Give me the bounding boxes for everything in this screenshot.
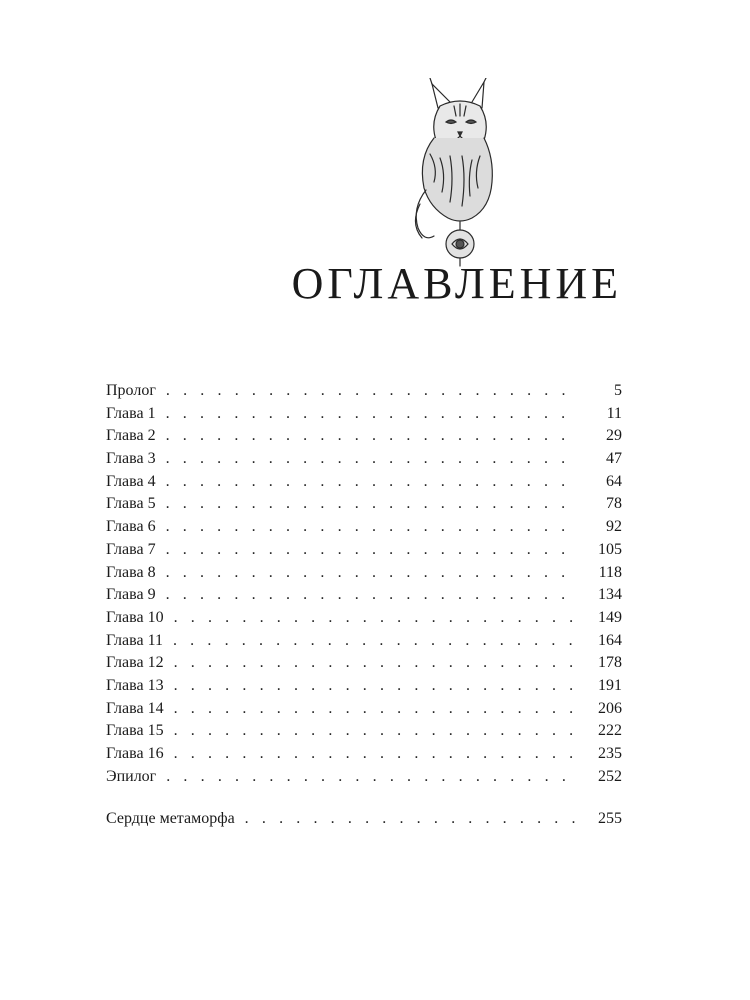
dot-leader bbox=[245, 808, 576, 831]
dot-leader bbox=[166, 539, 576, 562]
dot-leader bbox=[174, 743, 576, 766]
toc-entry-page: 118 bbox=[598, 563, 622, 581]
toc-entry-label: Эпилог bbox=[106, 767, 157, 785]
dot-leader bbox=[174, 607, 576, 630]
dot-leader bbox=[166, 471, 576, 494]
toc-entry bbox=[106, 720, 622, 743]
toc-entry-label: Глава 6 bbox=[106, 518, 156, 536]
toc-entry-label: Глава 3 bbox=[106, 450, 156, 468]
toc-entry-page: 29 bbox=[606, 427, 622, 445]
toc-entry bbox=[106, 471, 622, 494]
toc-entry bbox=[106, 493, 622, 516]
toc-entry-label: Глава 16 bbox=[106, 745, 164, 762]
toc-entry-label: Глава 4 bbox=[106, 472, 156, 490]
cat-illustration bbox=[410, 78, 502, 268]
toc-entry bbox=[106, 743, 622, 766]
toc-entry bbox=[106, 380, 622, 403]
toc-entry-label: Глава 13 bbox=[106, 676, 164, 694]
toc-entry-page: 252 bbox=[598, 767, 622, 785]
toc-entry-page: 5 bbox=[614, 382, 622, 399]
toc-entry-page: 222 bbox=[598, 722, 622, 740]
toc-entry-page: 164 bbox=[598, 631, 622, 649]
toc-entry-page: 92 bbox=[606, 518, 622, 536]
dot-leader bbox=[174, 652, 576, 675]
dot-leader bbox=[174, 698, 576, 721]
dot-leader bbox=[173, 630, 576, 653]
dot-leader bbox=[174, 675, 576, 698]
toc-entry-label: Глава 15 bbox=[106, 722, 164, 740]
toc-entry-page: 64 bbox=[606, 472, 622, 490]
dot-leader bbox=[166, 380, 576, 403]
toc-spacer bbox=[106, 788, 622, 808]
dot-leader bbox=[166, 562, 576, 585]
toc-entry-label: Глава 9 bbox=[106, 586, 156, 604]
toc-entry-label: Глава 1 bbox=[106, 404, 156, 422]
toc-entry bbox=[106, 675, 622, 698]
toc-entry-page: 105 bbox=[598, 540, 622, 558]
dot-leader bbox=[166, 448, 576, 471]
toc-entry bbox=[106, 562, 622, 585]
toc-entry-page: 78 bbox=[606, 495, 622, 513]
toc-entry bbox=[106, 698, 622, 721]
dot-leader bbox=[166, 766, 576, 789]
table-of-contents bbox=[106, 380, 622, 831]
toc-entry-page: 11 bbox=[606, 404, 622, 422]
toc-entry bbox=[106, 403, 622, 426]
dot-leader bbox=[166, 403, 576, 426]
dot-leader bbox=[166, 516, 576, 539]
toc-entry bbox=[106, 766, 622, 789]
toc-entry bbox=[106, 448, 622, 471]
toc-entry-label: Глава 8 bbox=[106, 563, 156, 581]
page-title: ОГЛАВЛЕНИЕ bbox=[291, 259, 622, 308]
toc-entry-label: Глава 14 bbox=[106, 699, 164, 717]
dot-leader bbox=[166, 584, 576, 607]
toc-entry-label: Глава 7 bbox=[106, 540, 156, 558]
toc-entry bbox=[106, 539, 622, 562]
toc-entry bbox=[106, 652, 622, 675]
toc-entry-page: 149 bbox=[598, 608, 622, 626]
toc-entry bbox=[106, 630, 622, 653]
toc-entry-page: 206 bbox=[598, 699, 622, 717]
toc-entry bbox=[106, 607, 622, 630]
dot-leader bbox=[166, 493, 576, 516]
toc-entry-page: 235 bbox=[598, 745, 622, 762]
toc-entry bbox=[106, 425, 622, 448]
toc-entry-label: Глава 11 bbox=[106, 631, 163, 649]
toc-entry-page: 255 bbox=[598, 810, 622, 828]
toc-entry-label: Глава 5 bbox=[106, 495, 156, 513]
toc-entry-label: Пролог bbox=[106, 382, 156, 399]
dot-leader bbox=[174, 720, 576, 743]
toc-entry-page: 191 bbox=[598, 676, 622, 694]
toc-entry bbox=[106, 584, 622, 607]
toc-entry-label: Глава 2 bbox=[106, 427, 156, 445]
toc-entry-label: Сердце метаморфа bbox=[106, 810, 235, 828]
toc-entry-page: 47 bbox=[606, 450, 622, 468]
toc-entry-page: 178 bbox=[598, 654, 622, 672]
toc-entry-extra bbox=[106, 808, 622, 831]
toc-entry-label: Глава 10 bbox=[106, 608, 164, 626]
toc-entry-label: Глава 12 bbox=[106, 654, 164, 672]
toc-entry bbox=[106, 516, 622, 539]
dot-leader bbox=[166, 425, 576, 448]
toc-entry-page: 134 bbox=[598, 586, 622, 604]
cat-icon bbox=[410, 78, 502, 268]
